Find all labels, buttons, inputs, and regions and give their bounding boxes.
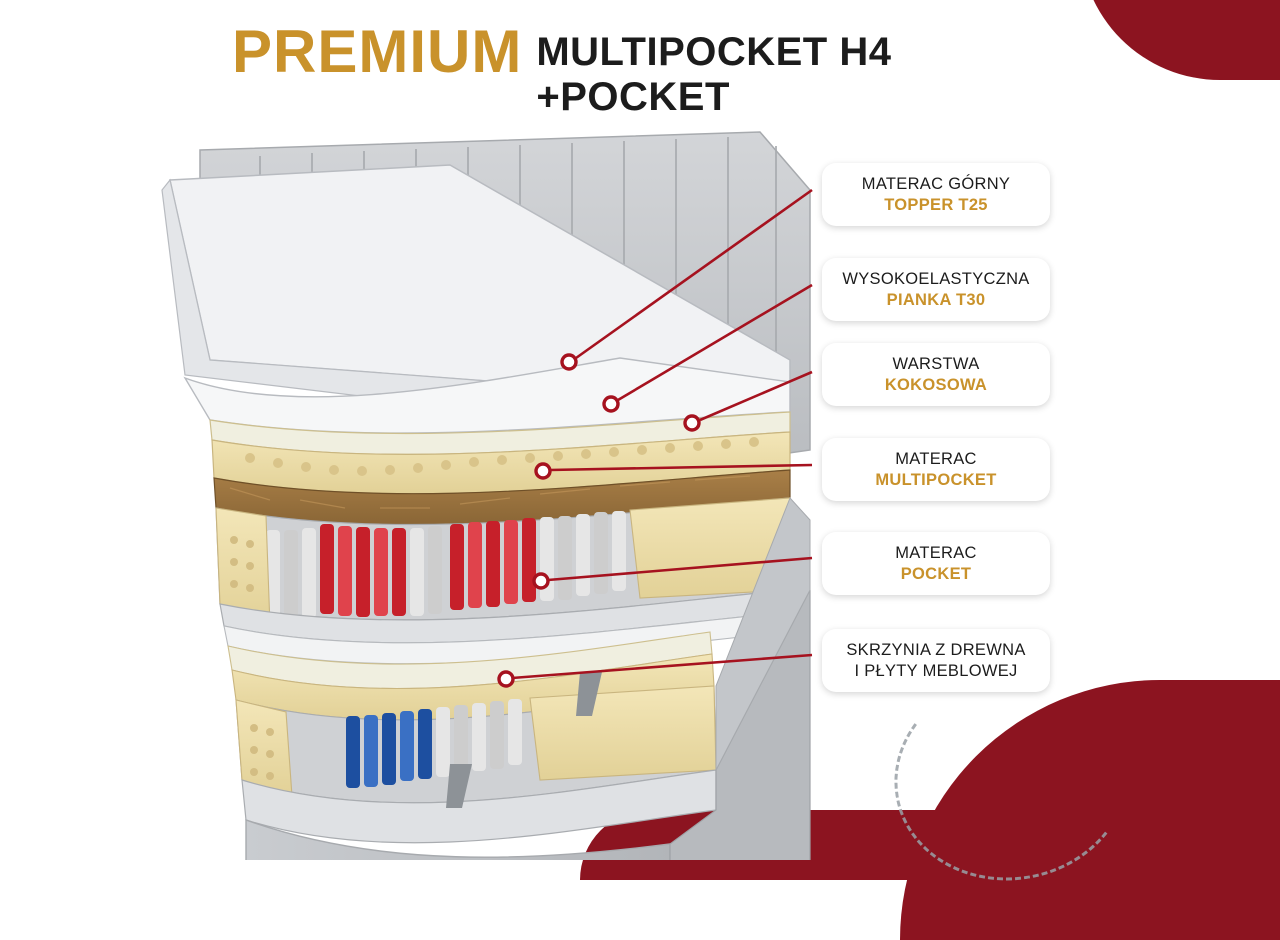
title-primary: PREMIUM [232,18,523,85]
callout-multipocket-line2: MULTIPOCKET [875,470,997,489]
callout-topper [822,163,1050,226]
callout-box-line1: SKRZYNIA Z DREWNA [846,641,1026,659]
callout-foam-line1: WYSOKOELASTYCZNA [842,270,1030,288]
callout-coconut [822,343,1050,406]
callout-foam-line2: PIANKA T30 [886,290,986,309]
callout-pocket-line1: MATERAC [895,544,977,562]
decor-corner-top-right [1080,0,1280,80]
callout-box [822,629,1050,692]
callout-multipocket-line1: MATERAC [895,450,977,468]
title-secondary: MULTIPOCKET H4 +POCKET [536,30,892,119]
callout-foam [822,258,1050,321]
callout-coconut-line2: KOKOSOWA [884,375,988,394]
callout-box-line2: I PŁYTY MEBLOWEJ [854,661,1018,680]
callout-topper-line1: MATERAC GÓRNY [861,175,1011,193]
callout-coconut-line1: WARSTWA [892,355,980,373]
callout-multipocket [822,438,1050,501]
bed-illustration [150,120,850,860]
callout-topper-line2: TOPPER T25 [884,195,988,214]
page-title [232,18,966,120]
callout-pocket-line2: POCKET [900,564,972,583]
callout-pocket [822,532,1050,595]
